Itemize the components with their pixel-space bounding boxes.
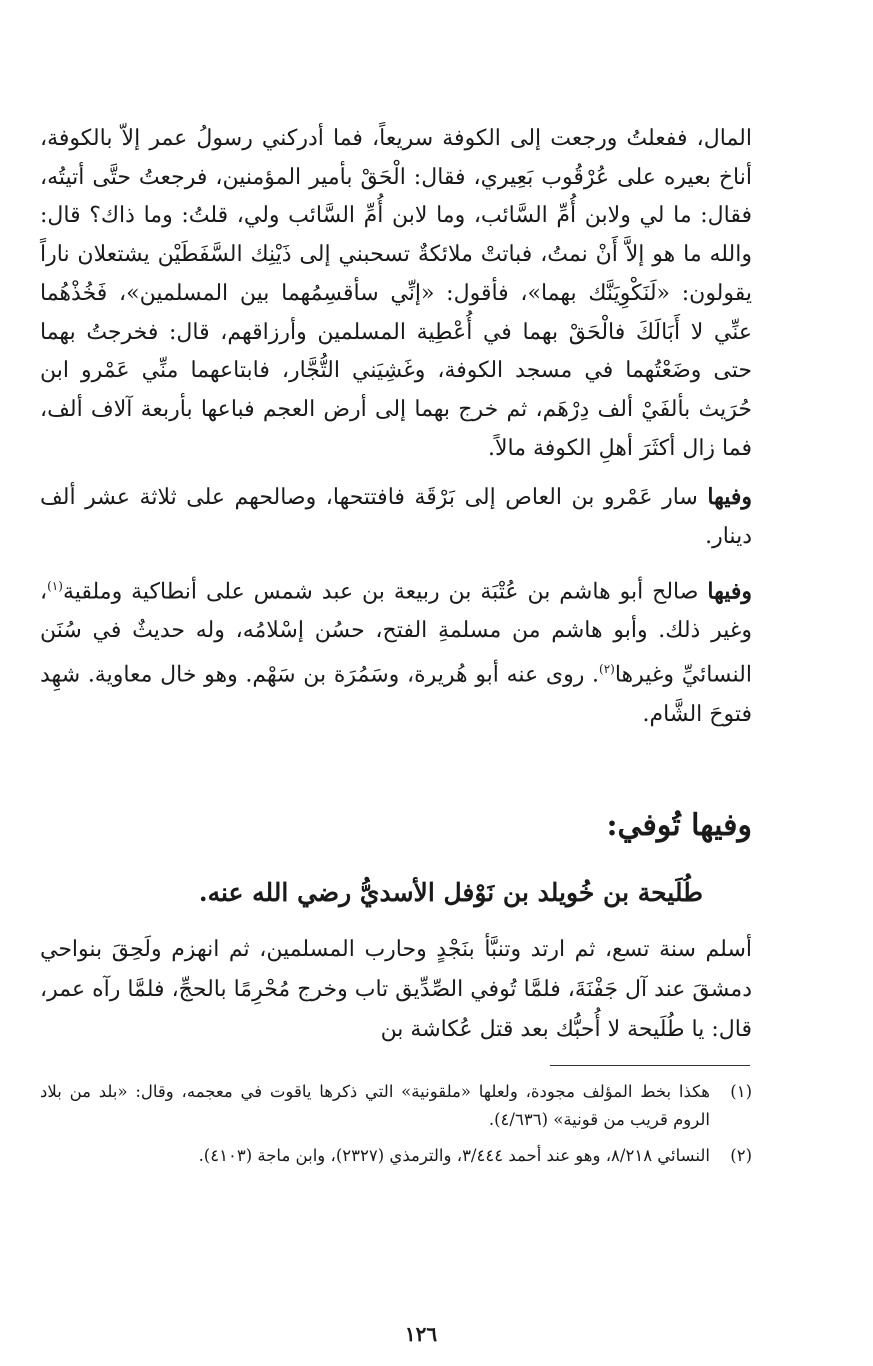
paragraph-3	[40, 567, 752, 734]
paragraph-2	[40, 478, 752, 556]
footnote-2-text: النسائي ٨/٢١٨، وهو عند أحمد ٣/٤٤٤، والترمذي (٢٣٢٧)، وابن ماجة (٤١٠٣).	[198, 1146, 710, 1165]
paragraph-3-text-a: صالح أبو هاشم بن عُتْبَة بن ربيعة بن عبد شمس على أنطاكية وملقية	[62, 579, 708, 605]
footnote-1-text: هكذا بخط المؤلف مجودة، ولعلها «ملقونية» التي ذكرها ياقوت في معجمه، وقال: «بلد من بلاد الروم قريب من قونية» (٤/٦٣٦).	[40, 1082, 710, 1129]
footnote-ref-1[interactable]: (١)	[47, 578, 63, 593]
paragraph-3-text-b: ، وغير ذلك. وأبو هاشم من مسلمةِ الفتح، حسُن إسْلامُه، وله حديثٌ في سُنَن النسائيِّ وغيرها	[40, 579, 752, 688]
footnote-1-number: (١)	[730, 1082, 752, 1101]
footnote-1	[40, 1078, 752, 1134]
footnote-ref-2[interactable]: (٢)	[599, 662, 615, 677]
page-number: ١٢٦	[404, 1322, 438, 1346]
section-heading-deaths: وفيها تُوفي:	[606, 808, 752, 843]
paragraph-3-lead: وفيها	[707, 578, 752, 605]
footnote-divider	[550, 1065, 750, 1066]
person-heading: طُلَيحة بن خُويلد بن نَوْفل الأسديُّ رضي الله عنه.	[198, 878, 703, 907]
paragraph-2-text: سار عَمْرو بن العاص إلى بَرْقَة فافتتحها، وصالحهم على ثلاثة عشر ألف دينار.	[40, 485, 752, 550]
paragraph-2-lead: وفيها	[707, 484, 752, 511]
paragraph-1: المال، ففعلتُ ورجعت إلى الكوفة سريعاً، فما أدركني رسولُ عمر إلاّ بالكوفة، أناخ بعيره على عُرْقُوب بَعِيري، فقال: الْحَقْ بأمير المؤمنين، فرجعتُ حتَّى أتيتُه، فقال: ما لي ولابن أُمِّ السَّائب، وما لابن أُمِّ السَّائب ولي، قلتُ: وما ذاك؟ قال: والله ما هو إلاَّ أَنْ نمتُ، فباتتْ ملائكةٌ تسحبني إلى ذَيْنِك السَّفَطَيْن يشتعلان ناراً يقولون: «لَنَكْوِيَنَّك بهما»، فأقول: «إنِّي سأقسِمُهما بين المسلمين»، فَخُذْهُما عنِّي لا أَبَالَكَ فالْحَقْ بهما في أُعْطِية المسلمين وأرزاقهم، قال: فخرجتُ بهما حتى وضَعْتُهما في مسجد الكوفة، وغَشِيَني التُّجَّار، فابتاعهما منِّي عَمْرو ابن حُرَيث بألفَيْ ألف دِرْهَم، ثم خرج بهما إلى أرض العجم فباعها بأربعة آلاف ألف، فما زال أكثَرَ أهلِ الكوفة مالاً.	[40, 126, 752, 461]
main-text-block	[40, 120, 752, 734]
paragraph-3-text-c: . روى عنه أبو هُريرة، وسَمُرَة بن سَهْم. وهو خال معاوية. شهِد فتوحَ الشَّام.	[40, 662, 752, 727]
biography-paragraph: أسلم سنة تسع، ثم ارتد وتنبَّأ بنَجْدٍ وحارب المسلمين، ثم انهزم ولَحِقَ بنواحي دمشقَ عند آل جَفْنَةَ، فلمَّا تُوفي الصِّدِّيق تاب وخرج مُحْرِمًا بالحجِّ، فلمَّا رآه عمر، قال: يا طُلَيحة لا أُحبُّك بعد قتل عُكاشة بن	[40, 937, 752, 1042]
footnote-2-number: (٢)	[730, 1146, 752, 1165]
footnote-2	[40, 1142, 752, 1170]
footnotes	[40, 1078, 752, 1178]
